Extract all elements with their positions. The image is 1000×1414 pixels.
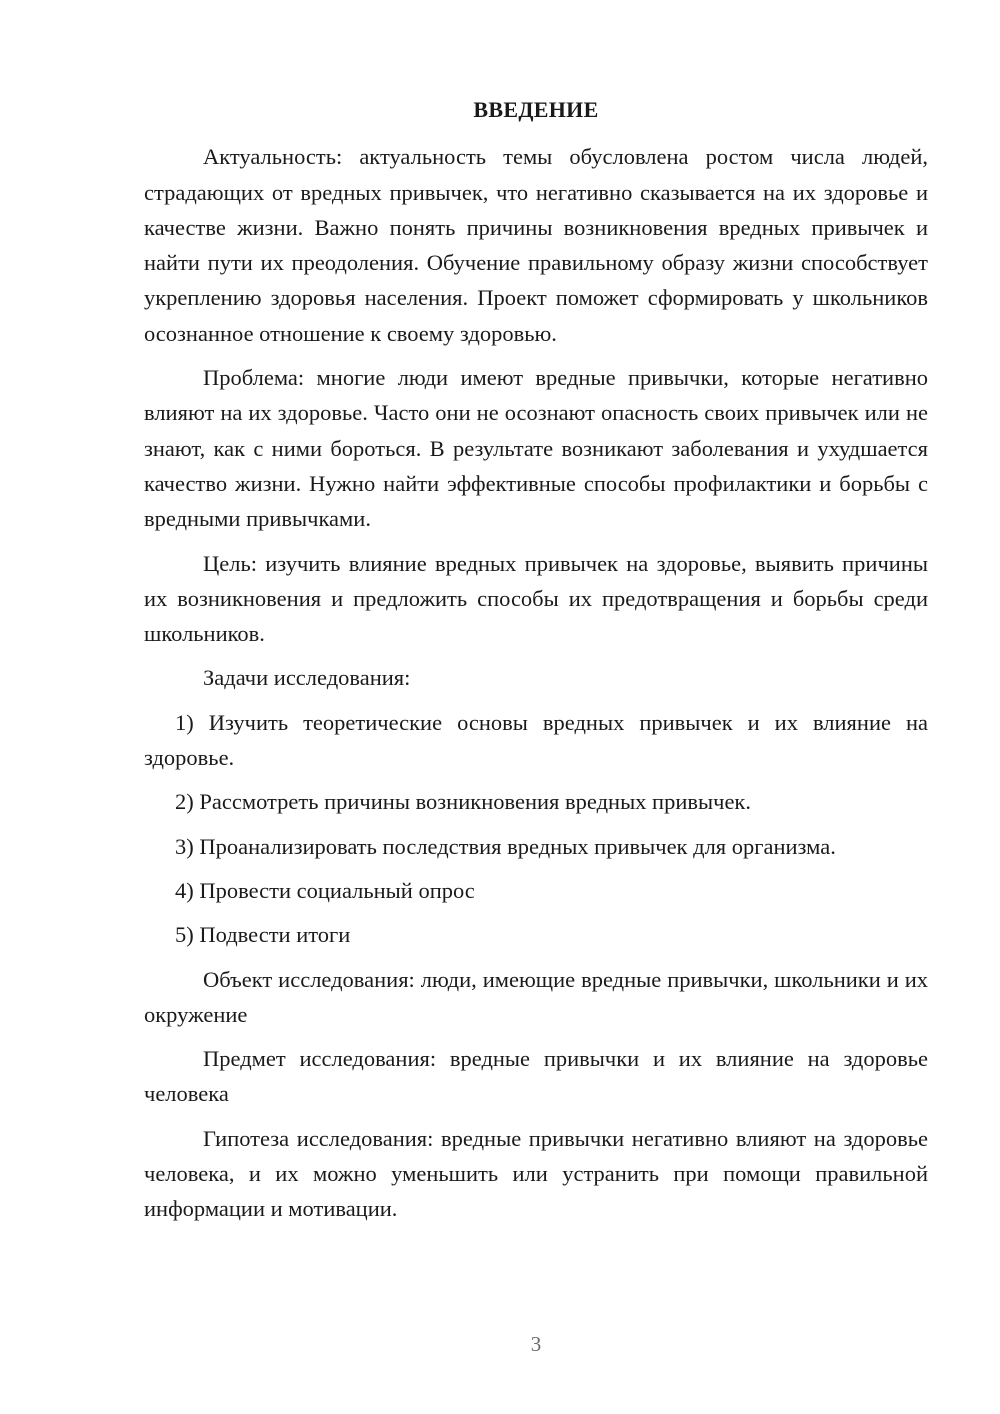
list-item: 4) Провести социальный опрос xyxy=(175,877,475,903)
page-number: 3 xyxy=(530,1332,542,1356)
page-content xyxy=(144,92,928,1236)
paragraph-hypothesis: Гипотеза исследования: вредные привычки негативно влияют на здоровье человека, и их можно уменьшить или устранить при помощи правильной информации и мотивации. xyxy=(144,1125,928,1222)
paragraph-goal: Цель: изучить влияние вредных привычек на здоровье, выявить причины их возникновения и предложить способы их предотвращения и борьбы среди школьников. xyxy=(144,550,928,647)
tasks-list xyxy=(144,705,928,953)
paragraph-subject: Предмет исследования: вредные привычки и их влияние на здоровье человека xyxy=(144,1046,928,1107)
paragraph-object: Объект исследования: люди, имеющие вредные привычки, школьники и их окружение xyxy=(144,966,928,1027)
list-item: 2) Рассмотреть причины возникновения вредных привычек. xyxy=(175,789,751,815)
section-title: ВВЕДЕНИЕ xyxy=(473,97,599,122)
tasks-heading: Задачи исследования: xyxy=(203,665,411,691)
list-item: 5) Подвести итоги xyxy=(175,922,351,948)
paragraph-problem: Проблема: многие люди имеют вредные привычки, которые негативно влияют на их здоровье. Часто они не осознают опасность своих привычек или не знают, как с ними бороться. В результате возникают заболевания и ухудшается качество жизни. Нужно найти эффективные способы профилактики и борьбы с вредными привычками. xyxy=(144,365,928,532)
list-item: 1) Изучить теоретические основы вредных привычек и их влияние на здоровье. xyxy=(144,709,928,771)
list-item: 3) Проанализировать последствия вредных привычек для организма. xyxy=(175,833,836,859)
paragraph-relevance: Актуальность: актуальность темы обусловлена ростом числа людей, страдающих от вредных привычек, что негативно сказывается на их здоровье и качестве жизни. Важно понять причины возникновения вредных привычек и найти пути их преодоления. Обучение правильному образу жизни способствует укреплению здоровья населения. Проект поможет сформировать у школьников осознанное отношение к своему здоровью. xyxy=(144,144,928,346)
